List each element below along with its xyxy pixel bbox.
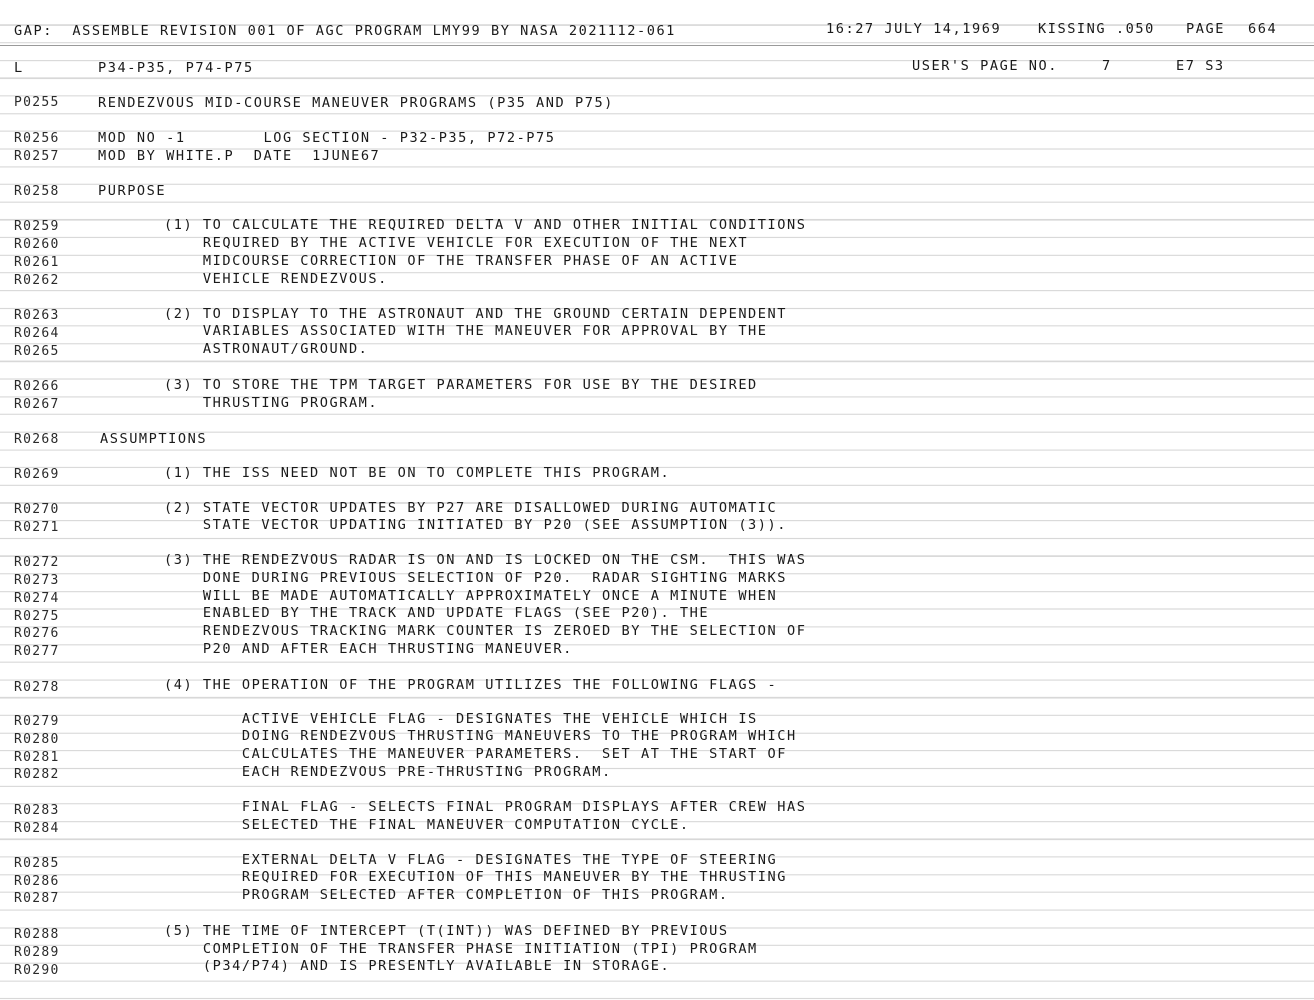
line-text: (3) THE RENDEZVOUS RADAR IS ON AND IS LOCKED ON THE CSM. THIS WAS [164, 552, 807, 568]
line-code: P0255 [14, 95, 60, 110]
line-code: R0272 [14, 555, 60, 570]
line-text: MOD BY WHITE.P DATE 1JUNE67 [98, 148, 381, 164]
line-code: R0274 [14, 591, 60, 606]
line-code: R0268 [14, 432, 60, 447]
line-code: R0267 [14, 397, 60, 412]
line-code: R0261 [14, 255, 60, 270]
line-text: RENDEZVOUS MID-COURSE MANEUVER PROGRAMS (P35 AND P75) [98, 95, 614, 111]
line-text: REQUIRED BY THE ACTIVE VEHICLE FOR EXECUTION OF THE NEXT [164, 235, 749, 251]
line-text: (3) TO STORE THE TPM TARGET PARAMETERS FOR USE BY THE DESIRED [164, 377, 758, 393]
line-code: R0275 [14, 609, 60, 624]
subheader-users-page: USER'S PAGE NO. [912, 58, 1059, 74]
line-text: ACTIVE VEHICLE FLAG - DESIGNATES THE VEHICLE WHICH IS [164, 711, 758, 727]
line-text: MIDCOURSE CORRECTION OF THE TRANSFER PHASE OF AN ACTIVE [164, 253, 739, 269]
line-text: VARIABLES ASSOCIATED WITH THE MANEUVER FOR APPROVAL BY THE [164, 323, 768, 339]
line-text: EACH RENDEZVOUS PRE-THRUSTING PROGRAM. [164, 764, 612, 780]
line-code: R0281 [14, 750, 60, 765]
line-code: R0264 [14, 326, 60, 341]
line-code: R0289 [14, 945, 60, 960]
header-page-label: PAGE [1186, 21, 1225, 37]
line-text: SELECTED THE FINAL MANEUVER COMPUTATION CYCLE. [164, 817, 690, 833]
line-code: R0259 [14, 219, 60, 234]
header-page-number: 664 [1248, 21, 1278, 37]
line-code: R0263 [14, 308, 60, 323]
line-text: RENDEZVOUS TRACKING MARK COUNTER IS ZEROED BY THE SELECTION OF [164, 623, 807, 639]
line-text: DOING RENDEZVOUS THRUSTING MANEUVERS TO THE PROGRAM WHICH [164, 728, 797, 744]
line-code: R0290 [14, 963, 60, 978]
line-code: R0269 [14, 467, 60, 482]
line-text: FINAL FLAG - SELECTS FINAL PROGRAM DISPLAYS AFTER CREW HAS [164, 799, 807, 815]
line-text: PROGRAM SELECTED AFTER COMPLETION OF THIS PROGRAM. [164, 887, 729, 903]
line-text: EXTERNAL DELTA V FLAG - DESIGNATES THE TYPE OF STEERING [164, 852, 778, 868]
line-text: VEHICLE RENDEZVOUS. [164, 271, 388, 287]
line-code: R0288 [14, 927, 60, 942]
line-code: R0258 [14, 184, 60, 199]
line-code: R0271 [14, 520, 60, 535]
line-text: (4) THE OPERATION OF THE PROGRAM UTILIZES THE FOLLOWING FLAGS - [164, 677, 778, 693]
line-text: REQUIRED FOR EXECUTION OF THIS MANEUVER BY THE THRUSTING [164, 869, 787, 885]
line-text: (2) STATE VECTOR UPDATES BY P27 ARE DISALLOWED DURING AUTOMATIC [164, 500, 778, 516]
line-text: MOD NO -1 LOG SECTION - P32-P35, P72-P75 [98, 130, 556, 146]
line-code: R0260 [14, 237, 60, 252]
subheader-users-page-number: 7 [1102, 58, 1112, 74]
subheader-programs: P34-P35, P74-P75 [98, 60, 254, 76]
header-assembly-info: GAP: ASSEMBLE REVISION 001 OF AGC PROGRAM LMY99 BY NASA 2021112-061 [14, 23, 676, 39]
line-text: (2) TO DISPLAY TO THE ASTRONAUT AND THE GROUND CERTAIN DEPENDENT [164, 306, 787, 322]
line-code: R0277 [14, 644, 60, 659]
line-code: R0278 [14, 680, 60, 695]
line-text: ENABLED BY THE TRACK AND UPDATE FLAGS (SEE P20). THE [164, 605, 710, 621]
line-code: R0265 [14, 344, 60, 359]
subheader-code: L [14, 60, 24, 76]
line-code: R0286 [14, 874, 60, 889]
line-code: R0284 [14, 821, 60, 836]
line-code: R0257 [14, 149, 60, 164]
line-text: CALCULATES THE MANEUVER PARAMETERS. SET AT THE START OF [164, 746, 787, 762]
line-text: (5) THE TIME OF INTERCEPT (T(INT)) WAS DEFINED BY PREVIOUS [164, 923, 729, 939]
line-text: DONE DURING PREVIOUS SELECTION OF P20. RADAR SIGHTING MARKS [164, 570, 787, 586]
line-text: PURPOSE [98, 183, 167, 199]
line-text: STATE VECTOR UPDATING INITIATED BY P20 (SEE ASSUMPTION (3)). [164, 517, 787, 533]
line-code: R0287 [14, 891, 60, 906]
line-text: ASSUMPTIONS [100, 431, 208, 447]
line-code: R0280 [14, 732, 60, 747]
line-text: (1) THE ISS NEED NOT BE ON TO COMPLETE THIS PROGRAM. [164, 465, 671, 481]
line-code: R0285 [14, 856, 60, 871]
line-code: R0262 [14, 273, 60, 288]
line-code: R0282 [14, 767, 60, 782]
line-code: R0279 [14, 714, 60, 729]
header-rule [0, 45, 1314, 46]
line-code: R0276 [14, 626, 60, 641]
header-time-date: 16:27 JULY 14,1969 [826, 21, 1002, 37]
line-text: WILL BE MADE AUTOMATICALLY APPROXIMATELY ONCE A MINUTE WHEN [164, 588, 778, 604]
line-code: R0283 [14, 803, 60, 818]
line-text: THRUSTING PROGRAM. [164, 395, 379, 411]
line-text: (P34/P74) AND IS PRESENTLY AVAILABLE IN STORAGE. [164, 958, 671, 974]
line-code: R0273 [14, 573, 60, 588]
line-code: R0270 [14, 502, 60, 517]
line-code: R0266 [14, 379, 60, 394]
line-code: R0256 [14, 131, 60, 146]
subheader-section: E7 S3 [1176, 58, 1225, 74]
header-kissing: KISSING .050 [1038, 21, 1155, 37]
line-text: COMPLETION OF THE TRANSFER PHASE INITIATION (TPI) PROGRAM [164, 941, 758, 957]
line-text: P20 AND AFTER EACH THRUSTING MANEUVER. [164, 641, 573, 657]
line-text: (1) TO CALCULATE THE REQUIRED DELTA V AND OTHER INITIAL CONDITIONS [164, 217, 807, 233]
line-text: ASTRONAUT/GROUND. [164, 341, 369, 357]
